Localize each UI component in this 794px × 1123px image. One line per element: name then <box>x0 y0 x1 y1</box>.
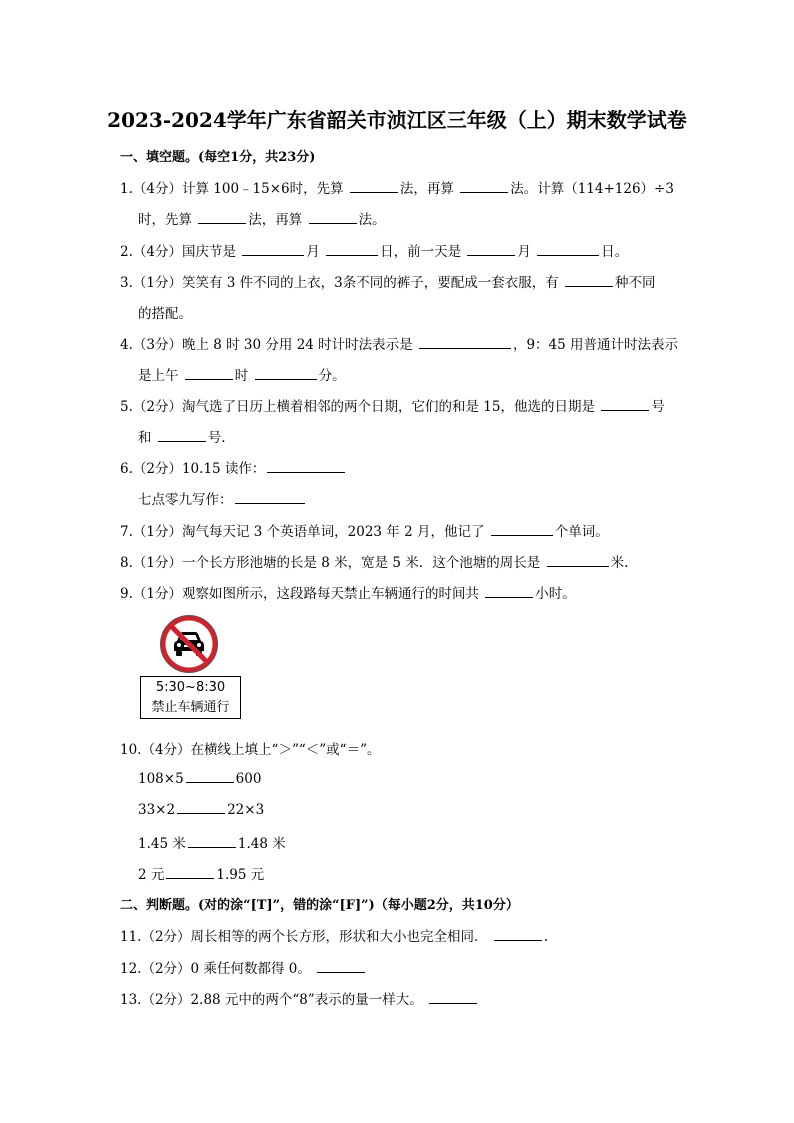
answer-blank[interactable] <box>601 398 649 411</box>
answer-blank[interactable] <box>235 491 305 504</box>
traffic-sign-figure <box>140 615 244 721</box>
answer-blank[interactable] <box>460 180 508 193</box>
question-5-line-2: 和 号. <box>138 430 226 446</box>
answer-blank[interactable] <box>158 429 206 442</box>
section-fill-blank-heading: 一、填空题。(每空1分，共23分) <box>120 150 316 165</box>
question-2: 2.（4分）国庆节是 月 日，前一天是 月 日。 <box>120 244 629 260</box>
answer-blank[interactable] <box>467 243 515 256</box>
question-10: 10.（4分）在横线上填上“＞”“＜”或“＝”。 <box>120 742 381 758</box>
compare-row-4: 2 元 1.95 元 <box>138 867 265 883</box>
question-5-line-1: 5.（2分）淘气选了日历上横着相邻的两个日期，它们的和是 15，他选的日期是 号 <box>120 399 665 415</box>
question-9: 9.（1分）观察如图所示，这段路每天禁止车辆通行的时间共 小时。 <box>120 586 576 602</box>
question-4-line-2: 是上午 时 分。 <box>138 368 346 384</box>
question-4-line-1: 4.（3分）晚上 8 时 30 分用 24 时计时法表示是 ，9：45 用普通计时法表示 <box>120 337 679 353</box>
answer-blank[interactable] <box>267 460 345 473</box>
sign-plate <box>140 676 241 719</box>
answer-blank[interactable] <box>185 367 233 380</box>
question-7: 7.（1分）淘气每天记 3 个英语单词，2023 年 2 月，他记了 个单词。 <box>120 524 609 540</box>
question-6-line-1: 6.（2分）10.15 读作： <box>120 457 347 477</box>
answer-blank[interactable] <box>177 801 225 814</box>
no-vehicles-icon <box>160 615 218 673</box>
section-true-false-heading: 二、判断题。(对的涂“[T]”，错的涂“[F]”)（每小题2分，共10分） <box>120 898 519 913</box>
question-1-line-1: 1.（4分）计算 100﹣15×6时，先算 法，再算 法。计算（114+126）÷3 <box>120 181 674 197</box>
question-8: 8.（1分）一个长方形池塘的长是 8 米，宽是 5 米．这个池塘的周长是 米. <box>120 555 629 571</box>
exam-title: 2023-2024学年广东省韶关市浈江区三年级（上）期末数学试卷 <box>107 108 687 132</box>
question-12: 12.（2分）0 乘任何数都得 0。 <box>120 957 367 977</box>
answer-blank[interactable] <box>350 180 398 193</box>
answer-blank[interactable] <box>326 243 378 256</box>
sign-text: 禁止车辆通行 <box>151 700 230 715</box>
answer-blank[interactable] <box>547 554 609 567</box>
answer-blank[interactable] <box>166 866 214 879</box>
compare-row-3: 1.45 米 1.48 米 <box>138 836 286 852</box>
answer-blank[interactable] <box>188 835 236 848</box>
question-6-line-2: 七点零九写作： <box>138 488 307 508</box>
answer-blank[interactable] <box>255 367 317 380</box>
question-3-line-1: 3.（1分）笑笑有 3 件不同的上衣，3条不同的裤子，要配成一套衣服，有 种不同 <box>120 275 656 291</box>
answer-blank[interactable] <box>317 960 365 973</box>
answer-blank[interactable] <box>429 991 477 1004</box>
answer-blank[interactable] <box>242 243 304 256</box>
answer-blank[interactable] <box>491 523 553 536</box>
question-3-line-2: 的搭配。 <box>138 306 192 322</box>
answer-blank[interactable] <box>186 770 234 783</box>
question-13: 13.（2分）2.88 元中的两个“8”表示的量一样大。 <box>120 988 479 1008</box>
answer-blank[interactable] <box>309 211 357 224</box>
answer-blank[interactable] <box>485 585 533 598</box>
answer-blank[interactable] <box>537 243 599 256</box>
compare-row-1: 108×5 600 <box>138 771 262 787</box>
sign-time-range: 5:30~8:30 <box>155 680 226 695</box>
answer-blank[interactable] <box>198 211 246 224</box>
compare-row-2: 33×2 22×3 <box>138 802 265 818</box>
answer-blank[interactable] <box>565 274 613 287</box>
answer-blank[interactable] <box>419 336 511 349</box>
answer-blank[interactable] <box>494 928 542 941</box>
question-11: 11.（2分）周长相等的两个长方形，形状和大小也完全相同． . <box>120 929 549 945</box>
question-1-line-2: 时，先算 法，再算 法。 <box>138 212 386 228</box>
